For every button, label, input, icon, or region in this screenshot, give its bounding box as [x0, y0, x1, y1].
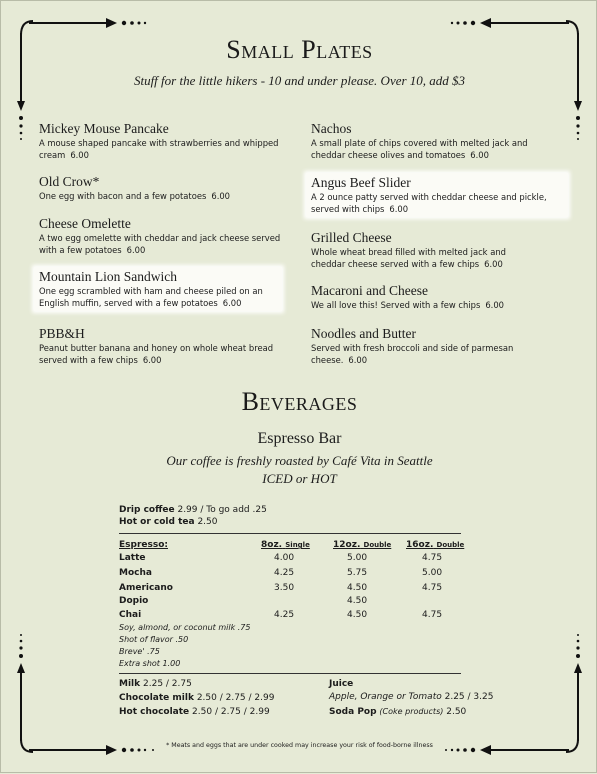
item-name: Mountain Lion Sandwich [39, 269, 177, 284]
soda-price: 2.50 [446, 707, 467, 717]
tea-price: 2.50 [197, 517, 218, 527]
item-price: 6.00 [470, 150, 489, 160]
item-name: Grilled Cheese [311, 230, 392, 245]
drip-coffee-label: Drip coffee [119, 505, 175, 515]
iced-or-hot: ICED or HOT [262, 471, 337, 486]
item-desc-text: A mouse shaped pancake with strawberries and whipped cream [39, 138, 279, 160]
juice-desc: Apple, Orange or Tomato [329, 692, 442, 702]
drink-price-16oz: 4.75 [422, 553, 443, 563]
item-description [311, 299, 556, 311]
item-description [311, 246, 536, 270]
drink-price-12oz: 5.00 [347, 553, 368, 563]
item-name: Cheese Omelette [39, 216, 131, 231]
item-desc-text: A two egg omelette with cheddar and jack cheese served with a few potatoes [39, 233, 281, 255]
soda-line [329, 706, 466, 718]
menu-item [39, 174, 289, 202]
milk-line [119, 678, 192, 690]
drink-price-8oz: 4.25 [274, 568, 295, 578]
item-name: PBB&H [39, 326, 85, 341]
drink-price-8oz: 4.00 [274, 553, 295, 563]
drip-coffee-price: 2.99 / To go add .25 [177, 505, 267, 515]
espresso-bar-heading: Espresso Bar [257, 430, 342, 447]
menu-item-highlighted [306, 173, 568, 217]
tea-label: Hot or cold tea [119, 517, 195, 527]
drink-price-16oz: 5.00 [422, 568, 443, 578]
hot-chocolate-label: Hot chocolate [119, 707, 190, 717]
extra-option: Breve' .75 [119, 647, 160, 656]
page-subtitle: Stuff for the little hikers - 10 and under please. Over 10, add $3 [133, 73, 466, 88]
item-price: 6.00 [389, 204, 409, 214]
drink-name: Mocha [119, 568, 152, 578]
page-title: Small Plates [226, 35, 373, 64]
juice-label: Juice [329, 679, 354, 689]
size-12oz-header [333, 539, 391, 551]
size-12-label: 12oz. [333, 540, 361, 550]
juice-line [329, 691, 493, 703]
size-8-note: Single [285, 541, 310, 549]
item-price: 6.00 [142, 355, 162, 365]
item-description [39, 190, 289, 202]
soda-desc: (Coke products) [379, 707, 444, 716]
item-desc-text: One egg with bacon and a few potatoes [39, 191, 207, 201]
item-description [39, 342, 274, 366]
item-name: Macaroni and Cheese [311, 283, 428, 298]
item-description [39, 285, 277, 309]
drink-price-12oz: 4.50 [347, 610, 368, 620]
menu-item [311, 121, 543, 161]
menu-item [39, 121, 279, 161]
extra-option: Extra shot 1.00 [119, 659, 181, 668]
drink-price-8oz: 3.50 [274, 583, 295, 593]
drink-price-12oz: 5.75 [347, 568, 368, 578]
item-name: Noodles and Butter [311, 326, 416, 341]
menu-item [311, 230, 536, 270]
footnote: * Meats and eggs that are under cooked may increase your risk of food-borne illness [166, 742, 433, 749]
menu-item [311, 326, 536, 366]
drink-name: Dopio [119, 596, 149, 606]
item-desc-text: One egg scrambled with ham and cheese piled on an English muffin, served with a few potatoes [39, 286, 263, 308]
item-description [311, 191, 563, 215]
item-description [39, 232, 297, 256]
drink-name: Americano [119, 583, 173, 593]
item-price: 6.00 [484, 259, 503, 269]
item-name: Old Crow* [39, 174, 100, 189]
drink-name: Chai [119, 610, 142, 620]
drink-name: Latte [119, 553, 146, 563]
size-12-note: Double [363, 541, 392, 549]
divider [119, 673, 461, 674]
drink-price-16oz: 4.75 [422, 610, 443, 620]
drip-coffee-line [119, 504, 267, 516]
extra-option: Shot of flavor .50 [119, 635, 189, 644]
coffee-note: Our coffee is freshly roasted by Café Vita in Seattle [166, 453, 433, 468]
item-desc-text: Peanut butter banana and honey on whole wheat bread served with a few chips [39, 343, 274, 365]
item-name: Nachos [311, 121, 352, 136]
chocolate-milk-price: 2.50 / 2.75 / 2.99 [196, 693, 275, 703]
item-price: 6.00 [70, 150, 89, 160]
menu-item [39, 326, 274, 366]
item-price: 6.00 [126, 245, 146, 255]
item-description [311, 342, 536, 366]
drink-price-12oz: 4.50 [347, 583, 368, 593]
extra-option: Soy, almond, or coconut milk .75 [119, 623, 251, 632]
size-8-label: 8oz. [261, 540, 283, 550]
beverages-title: Beverages [241, 387, 358, 416]
item-description [311, 137, 543, 161]
item-name: Angus Beef Slider [311, 175, 411, 190]
espresso-header: Espresso: [119, 540, 168, 550]
item-price: 6.00 [485, 300, 504, 310]
chocolate-milk-label: Chocolate milk [119, 693, 194, 703]
item-price: 6.00 [211, 191, 231, 201]
juice-heading [329, 678, 353, 690]
chocolate-milk-line [119, 692, 274, 704]
milk-price: 2.25 / 2.75 [143, 679, 192, 689]
tea-line [119, 516, 218, 528]
size-8oz-header [261, 539, 310, 551]
item-desc-text: Served with fresh broccoli and side of parmesan cheese. [311, 343, 514, 365]
size-16-note: Double [436, 541, 465, 549]
milk-label: Milk [119, 679, 141, 689]
item-price: 6.00 [222, 298, 242, 308]
menu-item [39, 216, 297, 256]
hot-chocolate-price: 2.50 / 2.75 / 2.99 [192, 707, 270, 717]
item-desc-text: We all love this! Served with a few chips [311, 300, 481, 310]
drink-price-16oz: 4.75 [422, 583, 443, 593]
juice-price: 2.25 / 3.25 [444, 692, 494, 702]
menu-item-highlighted [34, 267, 282, 311]
divider [119, 533, 461, 534]
item-desc-text: A 2 ounce patty served with cheddar cheese and pickle, served with chips [311, 192, 547, 214]
soda-label: Soda Pop [329, 707, 377, 717]
item-name: Mickey Mouse Pancake [39, 121, 169, 136]
drink-price-8oz: 4.25 [274, 610, 295, 620]
menu-item [311, 283, 556, 311]
hot-chocolate-line [119, 706, 270, 718]
item-desc-text: Whole wheat bread filled with melted jack and cheddar cheese served with a few chips [311, 247, 506, 269]
item-price: 6.00 [348, 355, 368, 365]
drink-price-12oz: 4.50 [347, 596, 368, 606]
size-16-label: 16oz. [406, 540, 434, 550]
item-description [39, 137, 279, 161]
size-16oz-header [406, 539, 464, 551]
item-desc-text: A small plate of chips covered with melted jack and cheddar cheese olives and tomatoes [311, 138, 528, 160]
